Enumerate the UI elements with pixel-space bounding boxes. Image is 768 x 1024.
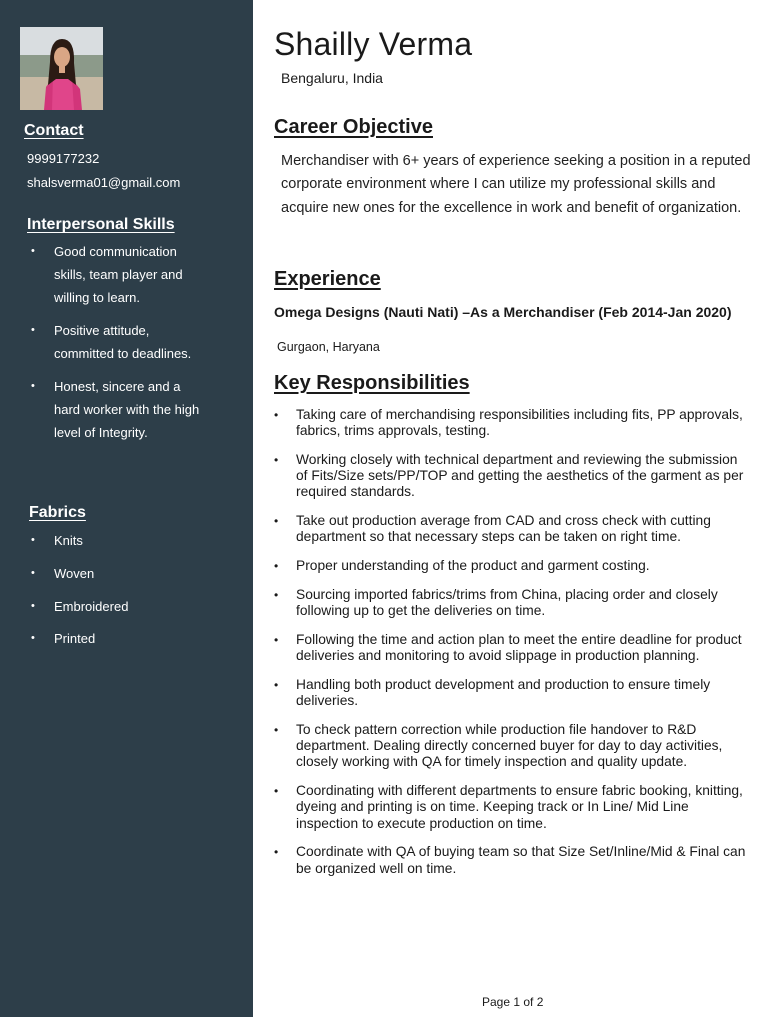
profile-photo [20, 27, 103, 110]
responsibility-item: • Take out production average from CAD and cross check with cutting department so that necessary steps can be taken on right time. [274, 513, 750, 545]
skills-heading: Interpersonal Skills [27, 216, 175, 233]
fabric-item: • Printed [27, 627, 242, 650]
page-number: Page 1 of 2 [482, 995, 544, 1009]
contact-email: shalsverma01@gmail.com [27, 175, 181, 190]
fabric-item: • Woven [27, 562, 242, 585]
skill-item: • Honest, sincere and a hard worker with the high level of Integrity. [27, 375, 242, 444]
profile-photo-image [20, 27, 103, 110]
responsibility-item: • Coordinate with QA of buying team so that Size Set/Inline/Mid & Final can be organized well on time. [274, 844, 750, 876]
fabric-item: • Knits [27, 529, 242, 552]
skill-item: • Positive attitude, committed to deadlines. [27, 319, 242, 365]
responsibility-item: • Taking care of merchandising responsibilities including fits, PP approvals, fabrics, trims approvals, testing. [274, 407, 750, 439]
objective-heading: Career Objective [274, 116, 433, 138]
responsibilities-heading: Key Responsibilities [274, 372, 470, 394]
candidate-location: Bengaluru, India [281, 70, 383, 86]
sidebar [0, 0, 253, 1017]
skill-item: • Good communication skills, team player and willing to learn. [27, 240, 242, 309]
fabrics-heading: Fabrics [29, 504, 86, 521]
responsibility-item: • To check pattern correction while production file handover to R&D department. Dealing directly concerned buyer for day to day activities, closely working with QA for timely inspection and quality update. [274, 722, 750, 771]
responsibility-item: • Working closely with technical department and reviewing the submission of Fits/Size sets/PP/TOP and getting the aesthetics of the garment as per required standards. [274, 452, 750, 501]
responsibilities-list [274, 407, 750, 889]
responsibility-item: • Proper understanding of the product and garment costing. [274, 558, 750, 574]
contact-phone: 9999177232 [27, 151, 100, 166]
responsibility-item: • Handling both product development and production to ensure timely deliveries. [274, 677, 750, 709]
fabric-item: • Embroidered [27, 595, 242, 618]
job-location: Gurgaon, Haryana [277, 340, 380, 354]
job-title: Omega Designs (Nauti Nati) –As a Merchandiser (Feb 2014-Jan 2020) [274, 304, 732, 320]
objective-text: Merchandiser with 6+ years of experience seeking a position in a reputed corporate environment where I can utilize my professional skills and acquire new ones for the excellence in work and benefit of organization. [281, 153, 751, 216]
experience-heading: Experience [274, 268, 381, 290]
responsibility-item: • Sourcing imported fabrics/trims from China, placing order and closely following up to get the deliveries on time. [274, 587, 750, 619]
candidate-name: Shailly Verma [274, 26, 473, 62]
contact-heading: Contact [24, 122, 84, 139]
responsibility-item: • Following the time and action plan to meet the entire deadline for product deliveries and monitoring to avoid slippage in production planning. [274, 632, 750, 664]
fabrics-list [27, 529, 242, 650]
skills-list [27, 240, 242, 444]
responsibility-item: • Coordinating with different departments to ensure fabric booking, knitting, dyeing and printing is on time. Keeping track or In Line/ Mid Line inspection to execute production on time. [274, 783, 750, 832]
